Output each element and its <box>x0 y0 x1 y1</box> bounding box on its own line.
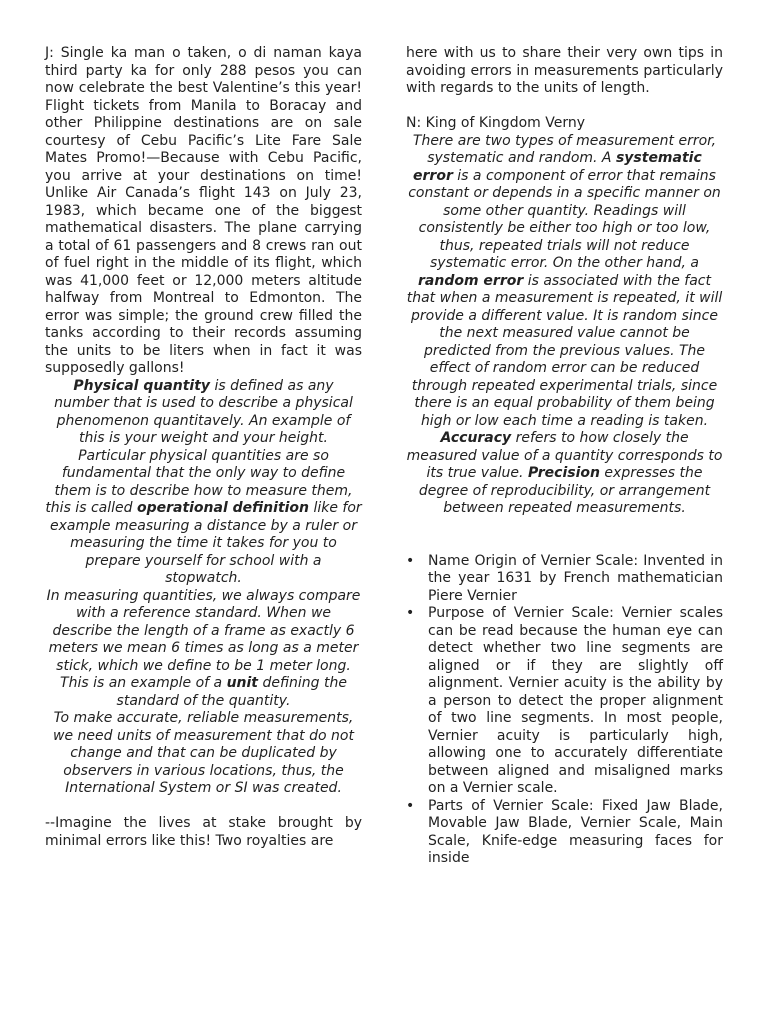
error-text-3: is associated with the fact that when a measurement is repeated, it will provide a different value. It is random since the next measured value cannot be predicted from the previous values. The effect of random error can be reduced through repeated experimental trials, since there is an equal probability of them being high or low each time a reading is taken. <box>406 272 723 429</box>
list-item: • Purpose of Vernier Scale: Vernier scales can be read because the human eye can detect whether two line segments are aligned or if they are slightly off alignment. Vernier acuity is the ability by a person to detect the proper alignment of two line segments. In most people, Vernier acuity is particularly high, allowing one to accurately differentiate between aligned and misaligned marks on a Vernier scale. <box>406 605 723 798</box>
accuracy-text: refers to how closely the measured value of a quantity corresponds to <box>406 430 723 464</box>
closing-paragraph: --Imagine the lives at stake brought by minimal errors like this! Two royalties are <box>45 815 362 849</box>
left-column <box>45 45 362 850</box>
accuracy-term: Accuracy <box>440 430 512 446</box>
spacer <box>45 798 362 816</box>
reference-standard-paragraph <box>45 588 362 711</box>
random-error-term: random error <box>418 272 524 289</box>
systematic-error-term: systematic error <box>413 150 702 184</box>
operational-definition-term: operational definition <box>136 500 310 516</box>
unit-term: unit <box>226 675 258 691</box>
operational-definition-text: like for example measuring a distance by a ruler or measuring the time it takes for you to prepare yourself for school with a stopwatch. <box>50 500 362 586</box>
speaker-line: N: King of Kingdom Verny <box>406 115 586 131</box>
physical-quantity-term: Physical quantity <box>73 377 211 394</box>
precision-term: Precision <box>527 465 600 481</box>
vernier-bullet-list <box>406 553 723 868</box>
physical-quantity-text: is defined as any number that is used to describe a physical phenomenon quantitavely. An example of this is your weight and your height. Particular physical quantities are so fundamental that the only way to define them is to describe how to measure them, this is called <box>45 377 353 516</box>
accuracy-paragraph <box>406 430 723 465</box>
physical-quantity-paragraph <box>45 378 362 588</box>
accuracy-tail: its true value. <box>426 465 528 481</box>
precision-paragraph <box>406 465 723 518</box>
list-item: • Parts of Vernier Scale: Fixed Jaw Blade, Movable Jaw Blade, Vernier Scale, Main Scale, Knife-edge measuring faces for inside <box>406 798 723 868</box>
error-text-2: is a component of error that remains constant or depends in a specific manner on some other quantity. Readings will consistently be either too high or too low, thus, repeated trials will not reduce systematic error. On the other hand, a <box>408 167 721 271</box>
reference-standard-text: In measuring quantities, we always compare with a reference standard. When we describe the length of a frame as exactly 6 meters we mean 6 times as long as a meter stick, which we define to be 1 meter long. This is an example of a <box>46 587 361 691</box>
continuation-paragraph: here with us to share their very own tips in avoiding errors in measurements particularly with regards to the units of length. <box>406 45 723 96</box>
spacer <box>406 98 723 116</box>
measurement-error-paragraph <box>406 133 723 431</box>
si-paragraph: To make accurate, reliable measurements, we need units of measurement that do not change and that can be duplicated by observers in various locations, thus, the International System or SI was created. <box>53 710 354 796</box>
precision-text: expresses the degree of reproducibility, or arrangement between repeated measurements. <box>418 465 711 516</box>
spacer <box>406 518 723 536</box>
intro-paragraph: J: Single ka man o taken, o di naman kaya third party ka for only 288 pesos you can now celebrate the best Valentine’s this year! Flight tickets from Manila to Boracay and other Philippine destinations are on sale courtesy of Cebu Pacific’s Lite Fare Sale Mates Promo!—Because with Cebu Pacific, you arrive at your destinations on time! Unlike Air Canada’s flight 143 on July 23, 1983, which became one of the biggest mathematical disasters. The plane carrying a total of 61 passengers and 8 crews ran out of fuel right in the middle of its flight, which was 41,000 feet or 12,000 meters altitude halfway from Montreal to Edmonton. The error was simple; the ground crew filled the tanks according to their records assuming the units to be liters when in fact it was supposedly gallons! <box>45 45 362 376</box>
error-text-1: There are two types of measurement error, systematic and random. A <box>412 132 717 166</box>
unit-text: defining the standard of the quantity. <box>116 675 347 709</box>
right-column <box>406 45 723 868</box>
list-item: • Name Origin of Vernier Scale: Invented in the year 1631 by French mathematician Piere Vernier <box>406 553 723 606</box>
spacer <box>406 535 723 553</box>
